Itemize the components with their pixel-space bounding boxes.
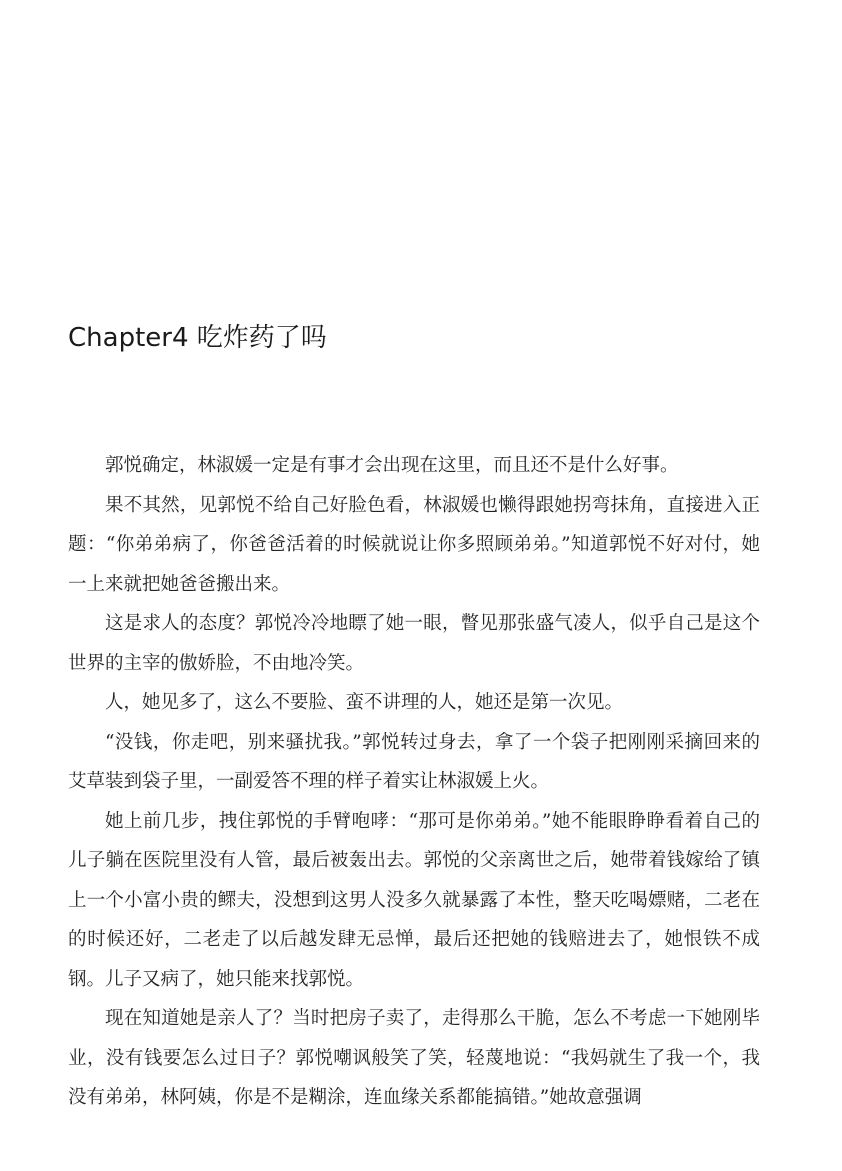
chapter-body (68, 446, 760, 1118)
paragraph: “没钱，你走吧，别来骚扰我。”郭悦转过身去，拿了一个袋子把刚刚采摘回来的艾草装到袋子里，一副爱答不理的样子着实让林淑媛上火。 (68, 731, 760, 792)
paragraph: 郭悦确定，林淑媛一定是有事才会出现在这里，而且还不是什么好事。 (105, 455, 679, 476)
paragraph: 她上前几步，拽住郭悦的手臂咆哮：“那可是你弟弟。”她不能眼睁睁看着自己的儿子躺在医院里没有人管，最后被轰出去。郭悦的父亲离世之后，她带着钱嫁给了镇上一个小富小贵的鳏夫，没想到这男人没多久就暴露了本性，整天吃喝嫖赌，二老在的时候还好，二老走了以后越发肆无忌惮，最后还把她的钱赔进去了，她恨铁不成钢。儿子又病了，她只能来找郭悦。 (68, 810, 760, 990)
chapter-title: Chapter4 吃炸药了吗 (68, 323, 327, 353)
paragraph: 人，她见多了，这么不要脸、蛮不讲理的人，她还是第一次见。 (105, 692, 624, 713)
paragraph: 这是求人的态度？郭悦冷冷地瞟了她一眼，瞥见那张盛气凌人，似乎自己是这个世界的主宰的傲娇脸，不由地冷笑。 (68, 613, 760, 674)
paragraph: 果不其然，见郭悦不给自己好脸色看，林淑媛也懒得跟她拐弯抹角，直接进入正题：“你弟弟病了，你爸爸活着的时候就说让你多照顾弟弟。”知道郭悦不好对付，她一上来就把她爸爸搬出来。 (68, 494, 760, 595)
paragraph: 现在知道她是亲人了？当时把房子卖了，走得那么干脆，怎么不考虑一下她刚毕业，没有钱要怎么过日子？郭悦嘲讽般笑了笑，轻蔑地说：“我妈就生了我一个，我没有弟弟，林阿姨，你是不是糊涂，连血缘关系都能搞错。”她故意强调 (68, 1008, 760, 1108)
